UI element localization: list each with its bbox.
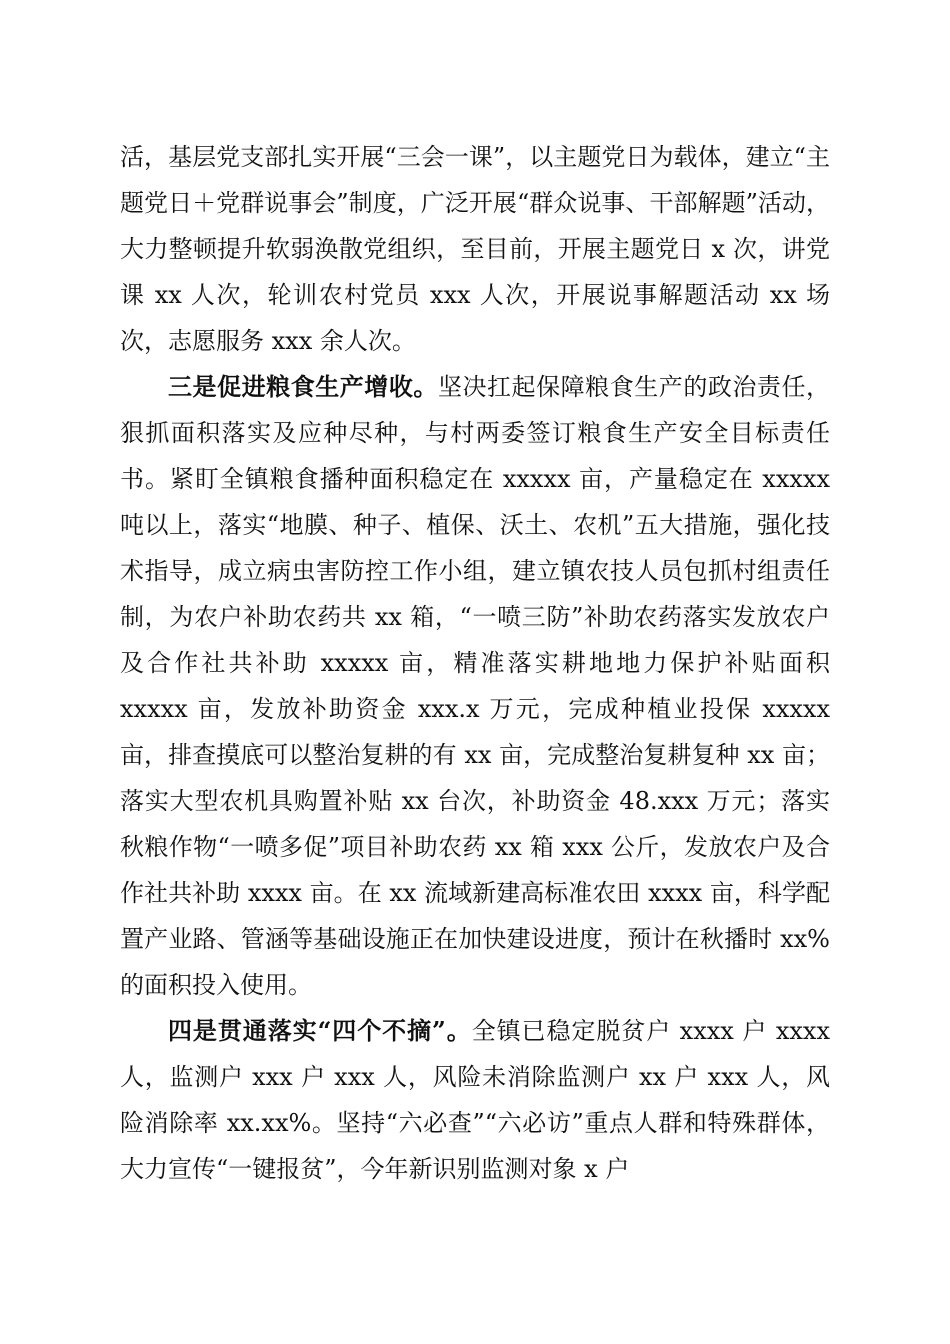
body-text <box>120 134 830 1192</box>
paragraph-heading: 三是促进粮食生产增收。 <box>168 372 438 401</box>
paragraph-text: 全镇已稳定脱贫户 xxxx 户 xxxx 人，监测户 xxx 户 xxx 人，风险未消除监测户 xx 户 xxx 人，风险消除率 xx.xx%。坚持“六必查”“六必访”重点人群和特殊群体，大力宣传“一键报贫”，今年新识别监测对象 x 户 <box>120 1017 830 1183</box>
paragraph-four-no-removals <box>120 1008 830 1192</box>
paragraph-text: 坚决扛起保障粮食生产的政治责任，狠抓面积落实及应种尽种，与村两委签订粮食生产安全目标责任书。紧盯全镇粮食播种面积稳定在 xxxxx 亩，产量稳定在 xxxxx 吨以上，落实“地膜、种子、植保、沃土、农机”五大措施，强化技术指导，成立病虫害防控工作小组，建立镇农技人员包抓村组责任制，为农户补助农药共 xx 箱，“一喷三防”补助农药落实发放农户及合作社共补助 xxxxx 亩，精准落实耕地地力保护补贴面积 xxxxx 亩，发放补助资金 xxx.x 万元，完成种植业投保 xxxxx 亩，排查摸底可以整治复耕的有 xx 亩，完成整治复耕复种 xx 亩；落实大型农机具购置补贴 xx 台次，补助资金 48.xxx 万元；落实秋粮作物“一喷多促”项目补助农药 xx 箱 xxx 公斤，发放农户及合作社共补助 xxxx 亩。在 xx 流域新建高标准农田 xxxx 亩，科学配置产业路、管涵等基础设施正在加快建设进度，预计在秋播时 xx%的面积投入使用。 <box>120 373 831 999</box>
paragraph-text: 活，基层党支部扎实开展“三会一课”，以主题党日为载体，建立“主题党日＋党群说事会”制度，广泛开展“群众说事、干部解题”活动，大力整顿提升软弱涣散党组织，至目前，开展主题党日 x 次，讲党课 xx 人次，轮训农村党员 xxx 人次，开展说事解题活动 xx 场次，志愿服务 xxx 余人次。 <box>120 143 830 355</box>
paragraph-party-activities <box>120 134 830 364</box>
paragraph-grain-production <box>120 364 830 1008</box>
paragraph-heading: 四是贯通落实“四个不摘”。 <box>168 1016 472 1045</box>
